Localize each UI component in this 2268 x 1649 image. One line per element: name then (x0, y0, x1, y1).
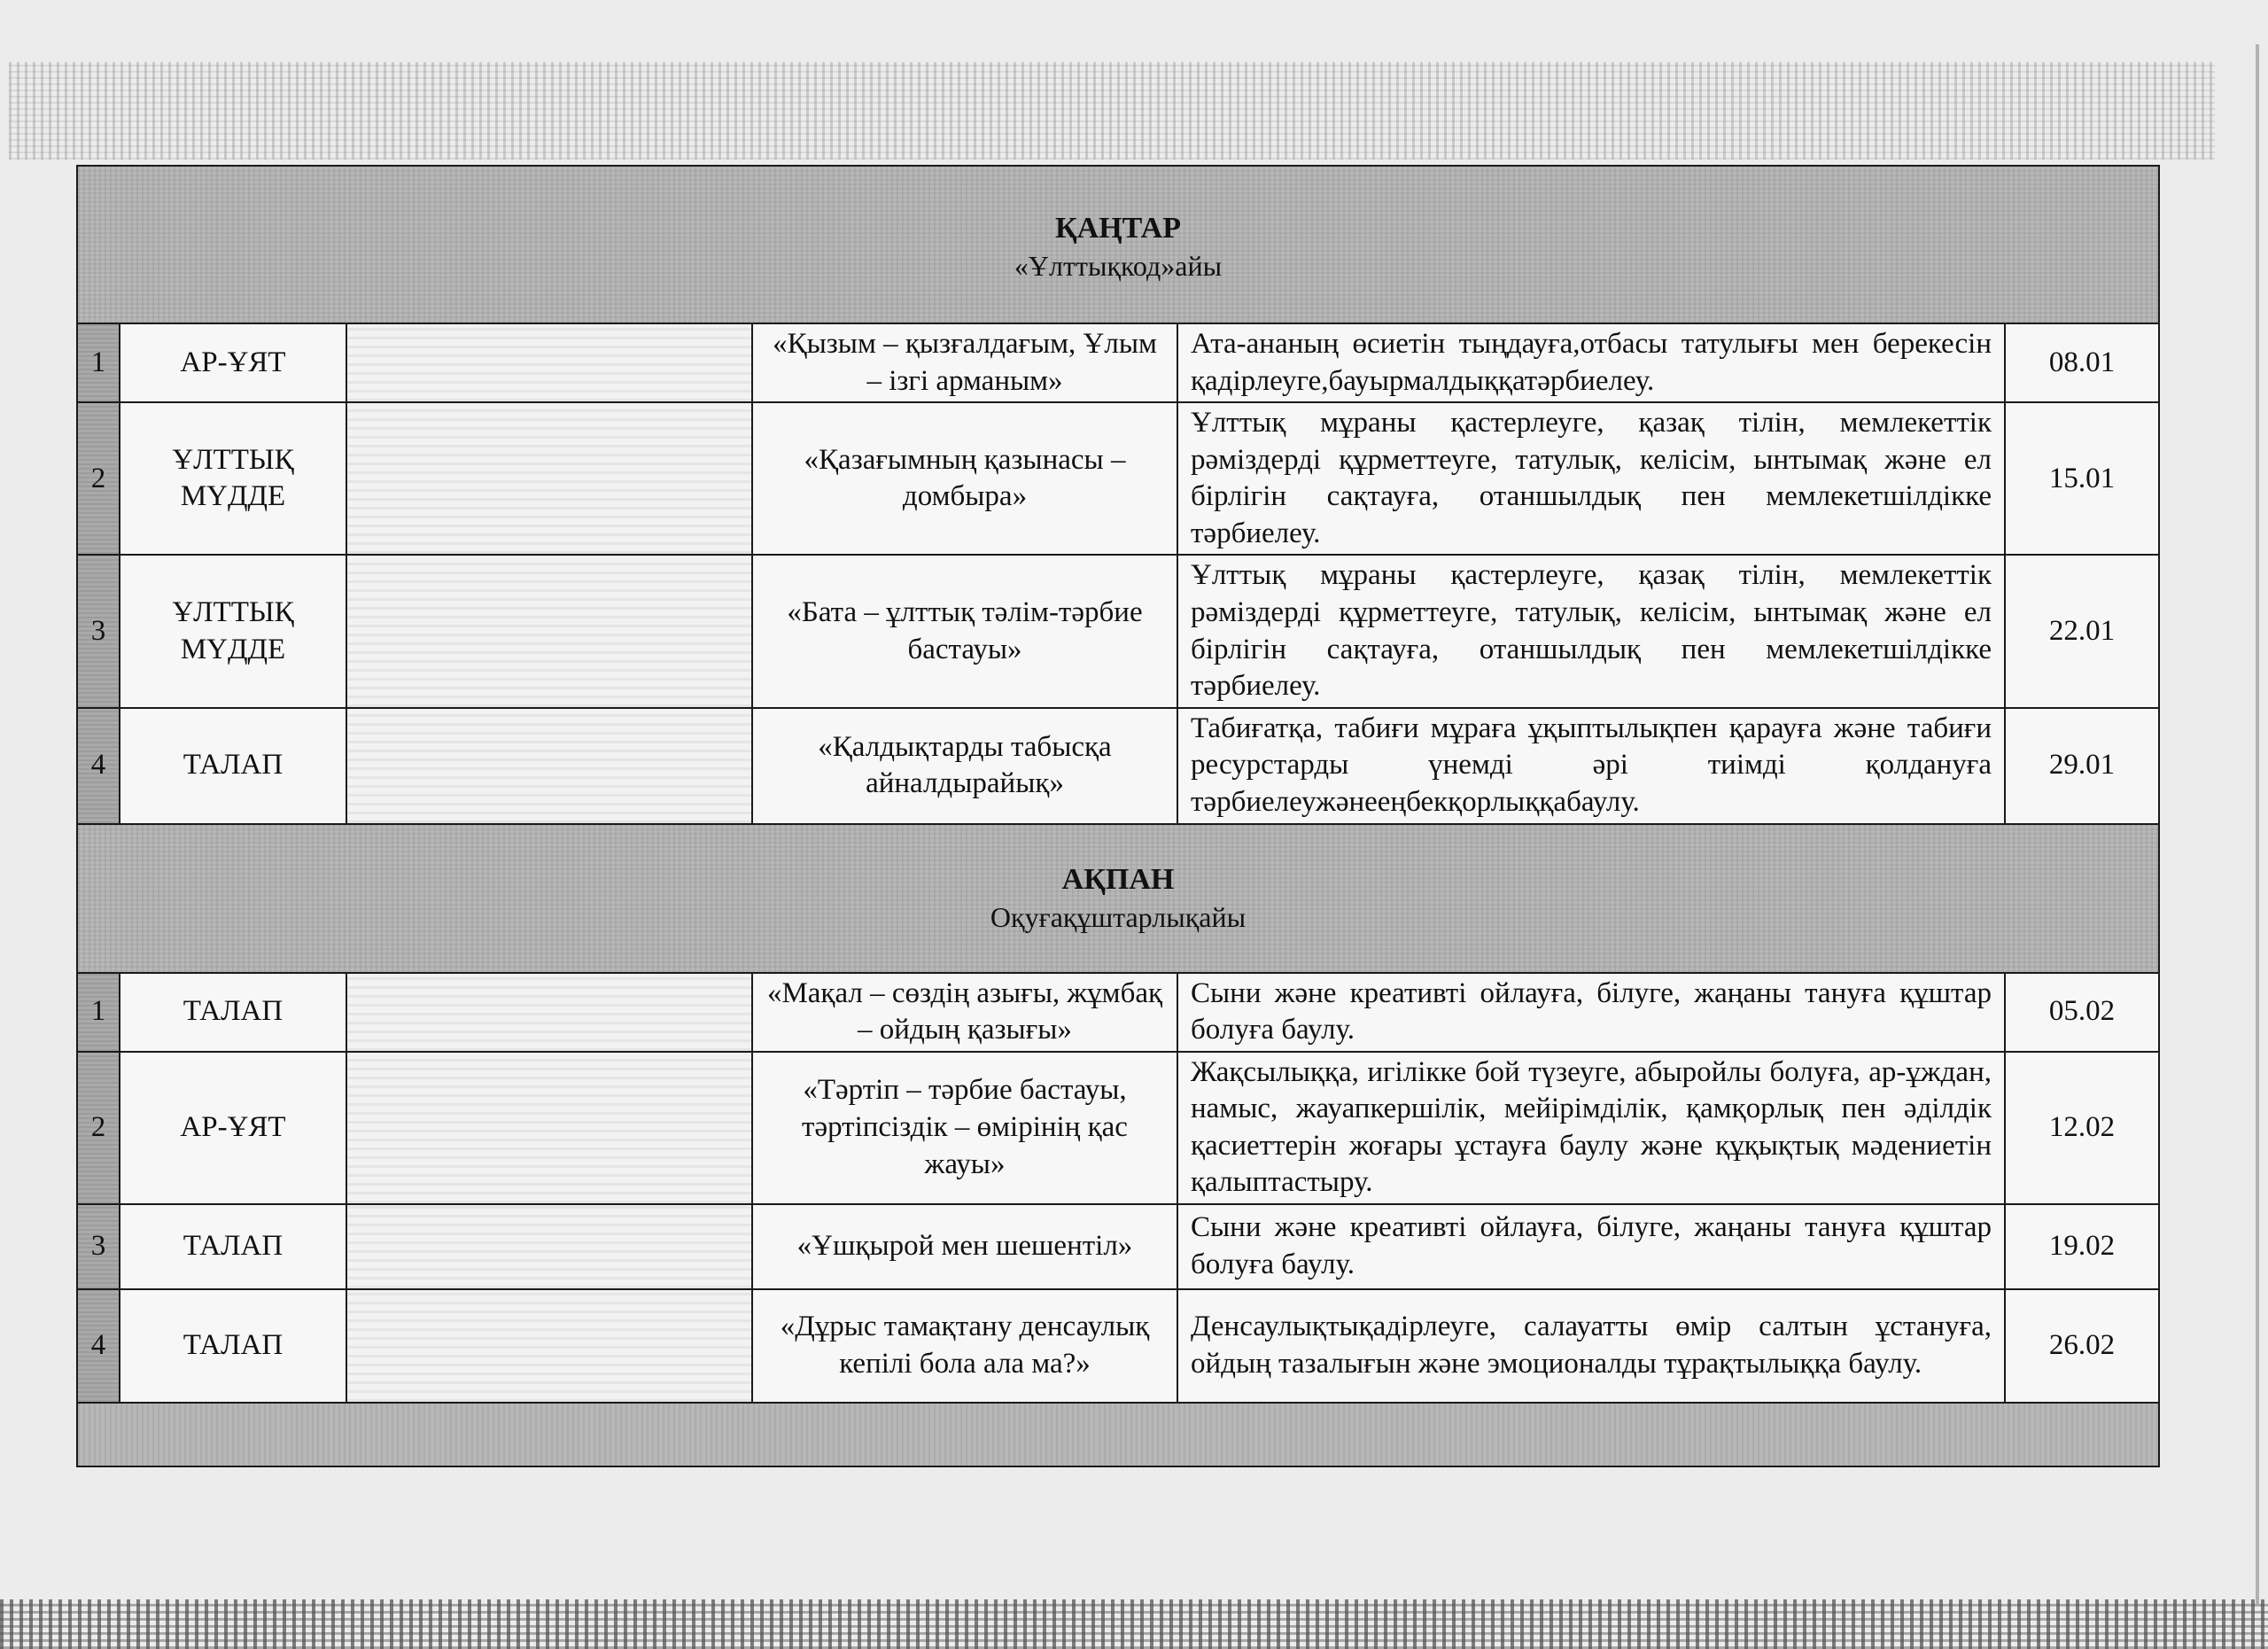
scan-noise-bottom (0, 1599, 2268, 1649)
event-title: «Дұрыс тамақтану денсаулық кепілі бола ала ма?» (752, 1289, 1177, 1403)
event-title: «Қалдықтарды табысқа айналдырайық» (752, 708, 1177, 824)
scan-noise-top (9, 62, 2215, 159)
table-footer (77, 1403, 2159, 1466)
table-row (77, 973, 2159, 1052)
event-date: 05.02 (2005, 973, 2159, 1052)
value-cell: АР-ҰЯТ (120, 1052, 346, 1204)
event-title: «Ұшқырой мен шешентіл» (752, 1204, 1177, 1289)
row-number: 3 (77, 555, 120, 707)
event-date: 22.01 (2005, 555, 2159, 707)
table-row (77, 323, 2159, 402)
month-header-row (77, 824, 2159, 973)
event-description: Табиғатқа, табиғи мұраға ұқыптылықпен қарауға және табиғи ресурстарды үнемді әрі тиімді қолдануға тәрбиелеужәнееңбекқорлыққабаулу. (1177, 708, 2005, 824)
event-date: 12.02 (2005, 1052, 2159, 1204)
event-description: Жақсылыққа, игілікке бой түзеуге, абыройлы болуға, ар-ұждан, намыс, жауапкершілік, мейірімділік, қамқорлық пен әділдік қасиеттерін жоғары ұстауға баулу және құқықтық мәдениетін қалыптастыру. (1177, 1052, 2005, 1204)
event-description: Сыни және креативті ойлауға, білуге, жаңаны тануға құштар болуға баулу. (1177, 1204, 2005, 1289)
table-row (77, 708, 2159, 824)
empty-cell (346, 555, 752, 707)
event-title: «Қазағымның қазынасы – домбыра» (752, 402, 1177, 555)
value-cell: ТАЛАП (120, 708, 346, 824)
empty-cell (346, 1204, 752, 1289)
row-number: 1 (77, 323, 120, 402)
event-title: «Мақал – сөздің азығы, жұмбақ – ойдың қазығы» (752, 973, 1177, 1052)
event-date: 29.01 (2005, 708, 2159, 824)
month-header (77, 166, 2159, 323)
event-description: Денсаулықтықадірлеуге, салауатты өмір салтын ұстануға, ойдың тазалығын және эмоционалды тұрақтылыққа баулу. (1177, 1289, 2005, 1403)
month-name: АҚПАН (1061, 862, 1175, 896)
event-description: Ұлттық мұраны қастерлеуге, қазақ тілін, мемлекеттік рәміздерді құрметтеуге, татулық, келісім, ынтымақ және ел бірлігін сақтауға, отаншылдық пен мемлекетшілдікке тәрбиелеу. (1177, 555, 2005, 707)
value-cell: ҰЛТТЫҚ МҮДДЕ (120, 555, 346, 707)
month-subtitle: Оқуғақұштарлықайы (990, 900, 1247, 933)
table-row (77, 1289, 2159, 1403)
empty-cell (346, 402, 752, 555)
event-date: 26.02 (2005, 1289, 2159, 1403)
empty-cell (346, 323, 752, 402)
empty-cell (346, 1052, 752, 1204)
row-number: 3 (77, 1204, 120, 1289)
month-name: ҚАҢТАР (1055, 211, 1181, 245)
value-cell: ҰЛТТЫҚ МҮДДЕ (120, 402, 346, 555)
event-title: «Тәртіп – тәрбие бастауы, тәртіпсіздік – өмірінің қас жауы» (752, 1052, 1177, 1204)
table-footer-row (77, 1403, 2159, 1466)
month-subtitle: «Ұлттықкод»айы (1014, 249, 1223, 282)
empty-cell (346, 1289, 752, 1403)
plan-table (76, 165, 2160, 1467)
event-description: Ата-ананың өсиетін тыңдауға,отбасы татулығы мен берекесін қадірлеуге,бауырмалдыққатәрбиелеу. (1177, 323, 2005, 402)
value-cell: ТАЛАП (120, 1289, 346, 1403)
row-number: 4 (77, 708, 120, 824)
month-header-row (77, 166, 2159, 323)
event-title: «Қызым – қызғалдағым, Ұлым – ізгі арманым» (752, 323, 1177, 402)
table-row (77, 402, 2159, 555)
event-title: «Бата – ұлттық тәлім-тәрбие бастауы» (752, 555, 1177, 707)
page-edge (2256, 44, 2259, 1604)
event-description: Сыни және креативті ойлауға, білуге, жаңаны тануға құштар болуға баулу. (1177, 973, 2005, 1052)
row-number: 2 (77, 1052, 120, 1204)
event-date: 08.01 (2005, 323, 2159, 402)
empty-cell (346, 708, 752, 824)
event-description: Ұлттық мұраны қастерлеуге, қазақ тілін, мемлекеттік рәміздерді құрметтеуге, татулық, келісім, ынтымақ және ел бірлігін сақтауға, отаншылдық пен мемлекетшілдікке тәрбиелеу. (1177, 402, 2005, 555)
value-cell: ТАЛАП (120, 1204, 346, 1289)
table-row (77, 1052, 2159, 1204)
row-number: 2 (77, 402, 120, 555)
table-row (77, 1204, 2159, 1289)
event-date: 15.01 (2005, 402, 2159, 555)
row-number: 1 (77, 973, 120, 1052)
table-row (77, 555, 2159, 707)
value-cell: АР-ҰЯТ (120, 323, 346, 402)
month-header (77, 824, 2159, 973)
row-number: 4 (77, 1289, 120, 1403)
value-cell: ТАЛАП (120, 973, 346, 1052)
event-date: 19.02 (2005, 1204, 2159, 1289)
empty-cell (346, 973, 752, 1052)
